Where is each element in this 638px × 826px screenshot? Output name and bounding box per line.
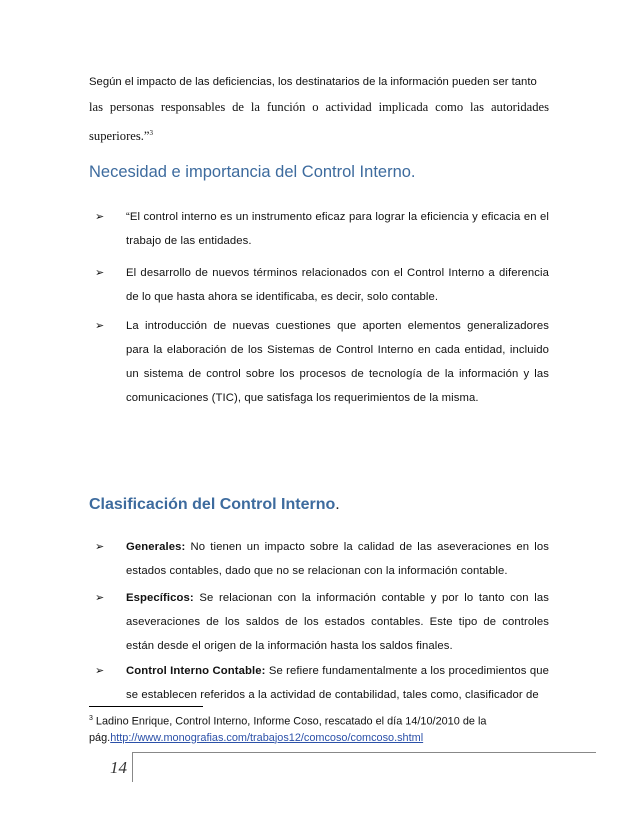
bullet-text — [126, 535, 549, 583]
arrow-bullet-icon: ➢ — [95, 592, 105, 604]
footnote-text: Ladino Enrique, Control Interno, Informe Coso, rescatado el día 14/10/2010 de la pág. — [89, 715, 487, 744]
bullet-text: El desarrollo de nuevos términos relacionados con el Control Interno a diferencia de lo que hasta ahora se identificaba, es decir, solo contable. — [126, 267, 549, 303]
list-item — [95, 205, 549, 253]
section-heading-necesidad: Necesidad e importancia del Control Interno. — [89, 163, 416, 181]
arrow-bullet-icon: ➢ — [95, 541, 105, 553]
list-item — [95, 659, 549, 707]
footnote — [89, 711, 549, 746]
footer-rule — [132, 752, 596, 753]
bullet-term: Específicos: — [126, 592, 194, 604]
footnote-separator — [89, 706, 203, 707]
bullet-text — [126, 659, 549, 707]
arrow-bullet-icon: ➢ — [95, 665, 105, 677]
bullet-term: Control Interno Contable: — [126, 665, 266, 677]
arrow-bullet-icon: ➢ — [95, 267, 105, 279]
list-item — [95, 261, 549, 309]
list-item — [95, 586, 549, 658]
footnote-reference: 3 — [149, 129, 153, 137]
page-number: 14 — [110, 758, 127, 777]
intro-line-1: Según el impacto de las deficiencias, los destinatarios de la información pueden ser tanto — [89, 76, 537, 88]
bullet-text — [126, 586, 549, 658]
footnote-number: 3 — [89, 715, 93, 722]
bullet-description: No tienen un impacto sobre la calidad de las aseveraciones en los estados contables, dado que no se relacionan con la información contable. — [126, 541, 549, 577]
arrow-bullet-icon: ➢ — [95, 211, 105, 223]
intro-line-2: las personas responsables de la función o actividad implicada como las autoridades superiores.” — [89, 100, 549, 143]
bullet-text: La introducción de nuevas cuestiones que aporten elementos generalizadores para la elaboración de los Sistemas de Control Interno en cada entidad, incluido un sistema de control sobre los procesos de tecnología de la información y las comunicaciones (TIC), que satisfaga los requerimientos de la misma. — [126, 320, 549, 404]
list-item — [95, 314, 549, 410]
footer-divider — [132, 752, 133, 782]
bullet-description: Se refiere fundamentalmente a los procedimientos que se establecen referidos a la actividad de contabilidad, tales como, clasificador de — [126, 665, 549, 701]
heading-period: . — [335, 496, 340, 513]
heading-text: Clasificación del Control Interno — [89, 496, 336, 513]
arrow-bullet-icon: ➢ — [95, 320, 105, 332]
intro-paragraph — [89, 70, 549, 150]
bullet-text: “El control interno es un instrumento eficaz para lograr la eficiencia y eficacia en el trabajo de las entidades. — [126, 211, 549, 247]
footnote-link[interactable]: http://www.monografias.com/trabajos12/comcoso/comcoso.shtml — [110, 731, 424, 744]
list-item — [95, 535, 549, 583]
bullet-term: Generales: — [126, 541, 186, 553]
bullet-description: Se relacionan con la información contable y por lo tanto con las aseveraciones de los saldos de los estados contables. Este tipo de controles están desde el origen de la información hasta los saldos finales. — [126, 592, 549, 652]
section-heading-clasificacion — [89, 496, 340, 514]
